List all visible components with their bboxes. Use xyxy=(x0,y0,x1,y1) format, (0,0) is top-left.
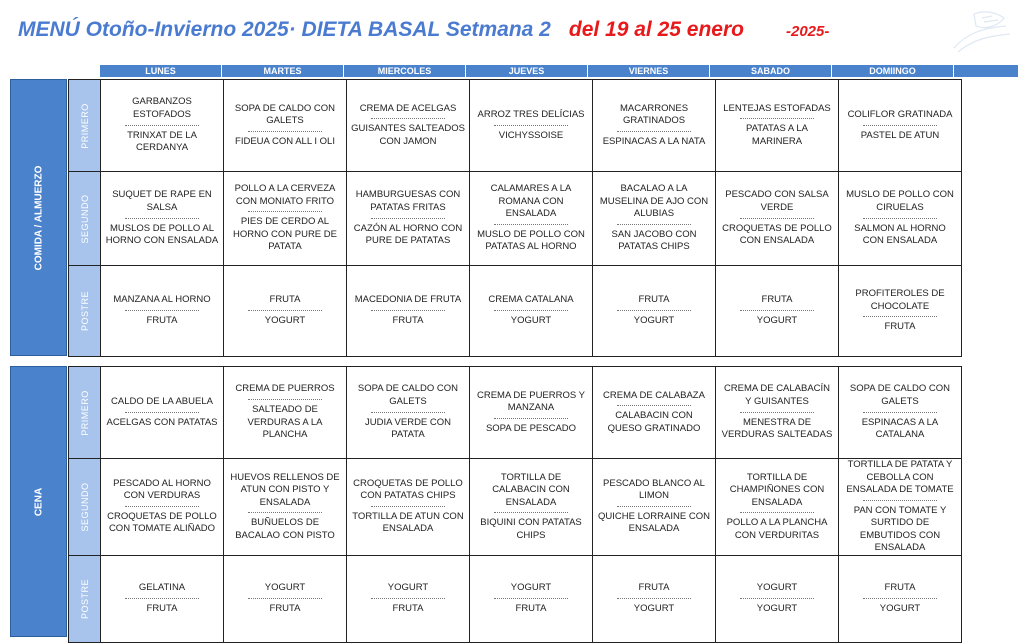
dish-cell-viernes xyxy=(593,459,716,556)
category-label: SEGUNDO xyxy=(69,172,101,266)
dish-second: YOGURT xyxy=(510,315,552,326)
dish-second: JUDIA VERDE CON PATATA xyxy=(364,416,452,441)
dish-first: HUEVOS RELLENOS DE ATUN CON PISTO Y ENSALADA xyxy=(230,471,340,508)
dish-cell-miercoles xyxy=(347,555,470,642)
dish-first: FRUTA xyxy=(884,582,916,594)
dish-second: PAN CON TOMATE Y SURTIDO DE EMBUTIDOS CON ENSALADA xyxy=(853,504,947,554)
dish-cell-miercoles xyxy=(347,80,470,172)
dish-cell-domingo xyxy=(839,459,962,556)
dish-cell-viernes xyxy=(593,266,716,357)
dish-cell-viernes xyxy=(593,367,716,459)
dish-first: TORTILLA DE PATATA Y CEBOLLA CON ENSALADA DE TOMATE xyxy=(846,459,954,496)
dish-first: TORTILLA DE CHAMPIÑONES CON ENSALADA xyxy=(729,471,825,508)
dish-first: GELATINA xyxy=(138,582,186,594)
day-header-bar xyxy=(100,65,1018,77)
dish-cell-domingo xyxy=(839,555,962,642)
dish-second: FRUTA xyxy=(269,602,301,614)
section-comida xyxy=(10,79,1018,356)
section-label-comida: COMIDA / ALMUERZO xyxy=(10,79,67,356)
row-comida-segundo xyxy=(69,172,962,266)
dish-second: MUSLO DE POLLO CON PATATAS AL HORNO xyxy=(477,228,585,253)
section-cena xyxy=(10,366,1018,637)
dish-first: CALAMARES A LA ROMANA CON ENSALADA xyxy=(490,183,572,220)
dish-second: FRUTA xyxy=(146,315,178,326)
dish-second: ESPINACAS A LA NATA xyxy=(602,135,706,147)
logo-watermark-icon xyxy=(948,4,1014,56)
dish-first: CREMA CATALANA xyxy=(488,294,574,306)
dish-second: FRUTA xyxy=(515,602,547,614)
dish-first: FRUTA xyxy=(761,294,793,306)
dish-second: FRUTA xyxy=(392,315,424,326)
dish-second: ESPINACAS A LA CATALANA xyxy=(861,416,939,441)
dish-cell-viernes xyxy=(593,555,716,642)
dish-second: SALMON AL HORNO CON ENSALADA xyxy=(854,222,946,247)
dish-second: CROQUETAS DE POLLO CON TOMATE ALIÑADO xyxy=(107,510,217,535)
dish-cell-lunes xyxy=(101,459,224,556)
dish-cell-martes xyxy=(224,172,347,266)
dish-cell-sabado xyxy=(716,266,839,357)
dish-first: MACARRONES GRATINADOS xyxy=(619,102,689,127)
dish-first: FRUTA xyxy=(269,294,301,306)
dish-second: CALABACIN CON QUESO GRATINADO xyxy=(607,410,701,434)
dish-first: POLLO A LA CERVEZA CON MONIATO FRITO xyxy=(234,183,336,207)
category-label: PRIMERO xyxy=(69,367,101,459)
dish-cell-jueves xyxy=(470,266,593,357)
dish-second: BUÑUELOS DE BACALAO CON PISTO xyxy=(235,517,335,541)
dish-second: FRUTA xyxy=(146,602,178,614)
dish-first: CREMA DE PUERROS xyxy=(235,383,335,395)
dish-first: HAMBURGUESAS CON PATATAS FRITAS xyxy=(355,189,461,213)
day-header-sabado: SABADO xyxy=(710,65,832,77)
section-label-cena: CENA xyxy=(10,366,67,637)
category-label: SEGUNDO xyxy=(69,459,101,556)
dish-second: CAZÓN AL HORNO CON PURE DE PATATAS xyxy=(353,222,463,247)
dish-cell-martes xyxy=(224,80,347,172)
dish-first: YOGURT xyxy=(756,582,798,594)
dish-second: MUSLOS DE POLLO AL HORNO CON ENSALADA xyxy=(105,222,219,247)
dish-second: SALTEADO DE VERDURAS A LA PLANCHA xyxy=(247,403,323,441)
dish-second: YOGURT xyxy=(633,602,675,614)
dish-cell-lunes xyxy=(101,80,224,172)
dish-second: YOGURT xyxy=(879,602,921,614)
dish-second: VICHYSSOISE xyxy=(498,129,564,141)
dish-first: CREMA DE CALABACÍN Y GUISANTES xyxy=(723,383,831,407)
dish-cell-lunes xyxy=(101,367,224,459)
dish-cell-miercoles xyxy=(347,172,470,266)
title-dates: del 19 al 25 enero xyxy=(568,18,744,41)
dish-second: SOPA DE PESCADO xyxy=(485,422,577,434)
dish-first: CALDO DE LA ABUELA xyxy=(111,395,213,407)
dish-cell-domingo xyxy=(839,367,962,459)
dish-second: PIES DE CERDO AL HORNO CON PURE DE PATATA xyxy=(233,216,337,253)
dish-cell-domingo xyxy=(839,172,962,266)
menu-grid-comida xyxy=(68,79,962,357)
day-header-martes: MARTES xyxy=(222,65,344,77)
menu-grid-cena xyxy=(68,366,962,643)
dish-cell-domingo xyxy=(839,80,962,172)
dish-second: TORTILLA DE ATUN CON ENSALADA xyxy=(352,510,464,535)
dish-second: FRUTA xyxy=(884,321,916,333)
dish-first: CROQUETAS DE POLLO CON PATATAS CHIPS xyxy=(353,477,463,502)
dish-cell-sabado xyxy=(716,80,839,172)
dish-cell-domingo xyxy=(839,266,962,357)
dish-cell-jueves xyxy=(470,555,593,642)
dish-second: FRUTA xyxy=(392,602,424,614)
dish-cell-sabado xyxy=(716,172,839,266)
row-cena-postre xyxy=(69,555,962,642)
day-header-domingo: DOMIINGO xyxy=(832,65,954,77)
dish-second: MENESTRA DE VERDURAS SALTEADAS xyxy=(721,416,833,441)
dish-cell-jueves xyxy=(470,367,593,459)
dish-first: COLIFLOR GRATINADA xyxy=(847,108,953,120)
dish-first: MANZANA AL HORNO xyxy=(113,294,211,306)
dish-cell-miercoles xyxy=(347,367,470,459)
dish-first: BACALAO A LA MUSELINA DE AJO CON ALUBIAS xyxy=(599,183,709,220)
dish-first: LENTEJAS ESTOFADAS xyxy=(723,102,831,114)
dish-first: SOPA DE CALDO CON GALETS xyxy=(234,102,336,127)
dish-second: YOGURT xyxy=(264,315,306,326)
dish-second: FIDEUA CON ALL I OLI xyxy=(235,135,335,147)
dish-second: POLLO A LA PLANCHA CON VERDURITAS xyxy=(726,517,828,541)
dish-second: TRINXAT DE LA CERDANYA xyxy=(127,129,197,154)
dish-second: QUICHE LORRAINE CON ENSALADA xyxy=(598,510,710,535)
dish-cell-viernes xyxy=(593,172,716,266)
dish-cell-sabado xyxy=(716,459,839,556)
dish-first: CREMA DE PUERROS Y MANZANA xyxy=(476,389,586,414)
dish-first: FRUTA xyxy=(638,582,670,594)
dish-cell-lunes xyxy=(101,172,224,266)
dish-first: CREMA DE CALABAZA xyxy=(603,389,705,401)
dish-cell-jueves xyxy=(470,80,593,172)
dish-first: FRUTA xyxy=(638,294,670,306)
dish-cell-martes xyxy=(224,555,347,642)
dish-second: YOGURT xyxy=(633,315,675,326)
row-cena-segundo xyxy=(69,459,962,556)
dish-first: PESCADO AL HORNO CON VERDURAS xyxy=(113,477,211,502)
dish-first: CREMA DE ACELGAS xyxy=(359,102,457,114)
dish-cell-miercoles xyxy=(347,266,470,357)
category-label: POSTRE xyxy=(69,555,101,642)
dish-first: SUQUET DE RAPE EN SALSA xyxy=(112,189,212,213)
dish-second: CROQUETAS DE POLLO CON ENSALADA xyxy=(722,222,832,247)
dish-first: PESCADO BLANCO AL LIMON xyxy=(603,477,705,502)
row-comida-primero xyxy=(69,80,962,172)
dish-cell-miercoles xyxy=(347,459,470,556)
dish-cell-jueves xyxy=(470,172,593,266)
dish-first: MUSLO DE POLLO CON CIRUELAS xyxy=(846,189,954,213)
row-cena-primero xyxy=(69,367,962,459)
dish-first: SOPA DE CALDO CON GALETS xyxy=(357,383,459,407)
dish-second: GUISANTES SALTEADOS CON JAMON xyxy=(351,123,465,147)
title-year: -2025- xyxy=(785,23,830,40)
dish-cell-martes xyxy=(224,367,347,459)
dish-first: MACEDONIA DE FRUTA xyxy=(354,294,462,306)
row-comida-postre xyxy=(69,266,962,357)
category-label: PRIMERO xyxy=(69,80,101,172)
dish-first: PESCADO CON SALSA VERDE xyxy=(725,189,829,213)
dish-second: SAN JACOBO CON PATATAS CHIPS xyxy=(611,228,697,253)
dish-second: PASTEL DE ATUN xyxy=(860,129,940,141)
dish-first: TORTILLA DE CALABACIN CON ENSALADA xyxy=(492,471,570,508)
dish-first: ARROZ TRES DELÍCIAS xyxy=(477,108,585,120)
day-header-viernes: VIERNES xyxy=(588,65,710,77)
category-label: POSTRE xyxy=(69,266,101,357)
dish-cell-sabado xyxy=(716,555,839,642)
menu-title xyxy=(18,18,829,42)
dish-first: GARBANZOS ESTOFADOS xyxy=(132,96,192,120)
day-header-jueves: JUEVES xyxy=(466,65,588,77)
dish-first: SOPA DE CALDO CON GALETS xyxy=(849,383,951,407)
dish-cell-martes xyxy=(224,266,347,357)
dish-first: YOGURT xyxy=(510,582,552,594)
dish-second: PATATAS A LA MARINERA xyxy=(746,123,808,147)
dish-first: PROFITEROLES DE CHOCOLATE xyxy=(855,288,945,312)
dish-first: YOGURT xyxy=(387,582,429,594)
dish-cell-sabado xyxy=(716,367,839,459)
dish-cell-jueves xyxy=(470,459,593,556)
dish-cell-lunes xyxy=(101,555,224,642)
title-main: MENÚ Otoño-Invierno 2025· DIETA BASAL Setmana 2 xyxy=(18,18,551,41)
dish-cell-martes xyxy=(224,459,347,556)
dish-second: BIQUINI CON PATATAS CHIPS xyxy=(480,517,582,541)
dish-second: YOGURT xyxy=(756,602,798,614)
day-header-miercoles: MIERCOLES xyxy=(344,65,466,77)
dish-first: YOGURT xyxy=(264,582,306,594)
dish-second: YOGURT xyxy=(756,315,798,326)
dish-cell-viernes xyxy=(593,80,716,172)
dish-cell-lunes xyxy=(101,266,224,357)
dish-second: ACELGAS CON PATATAS xyxy=(106,416,218,428)
day-header-lunes: LUNES xyxy=(100,65,222,77)
